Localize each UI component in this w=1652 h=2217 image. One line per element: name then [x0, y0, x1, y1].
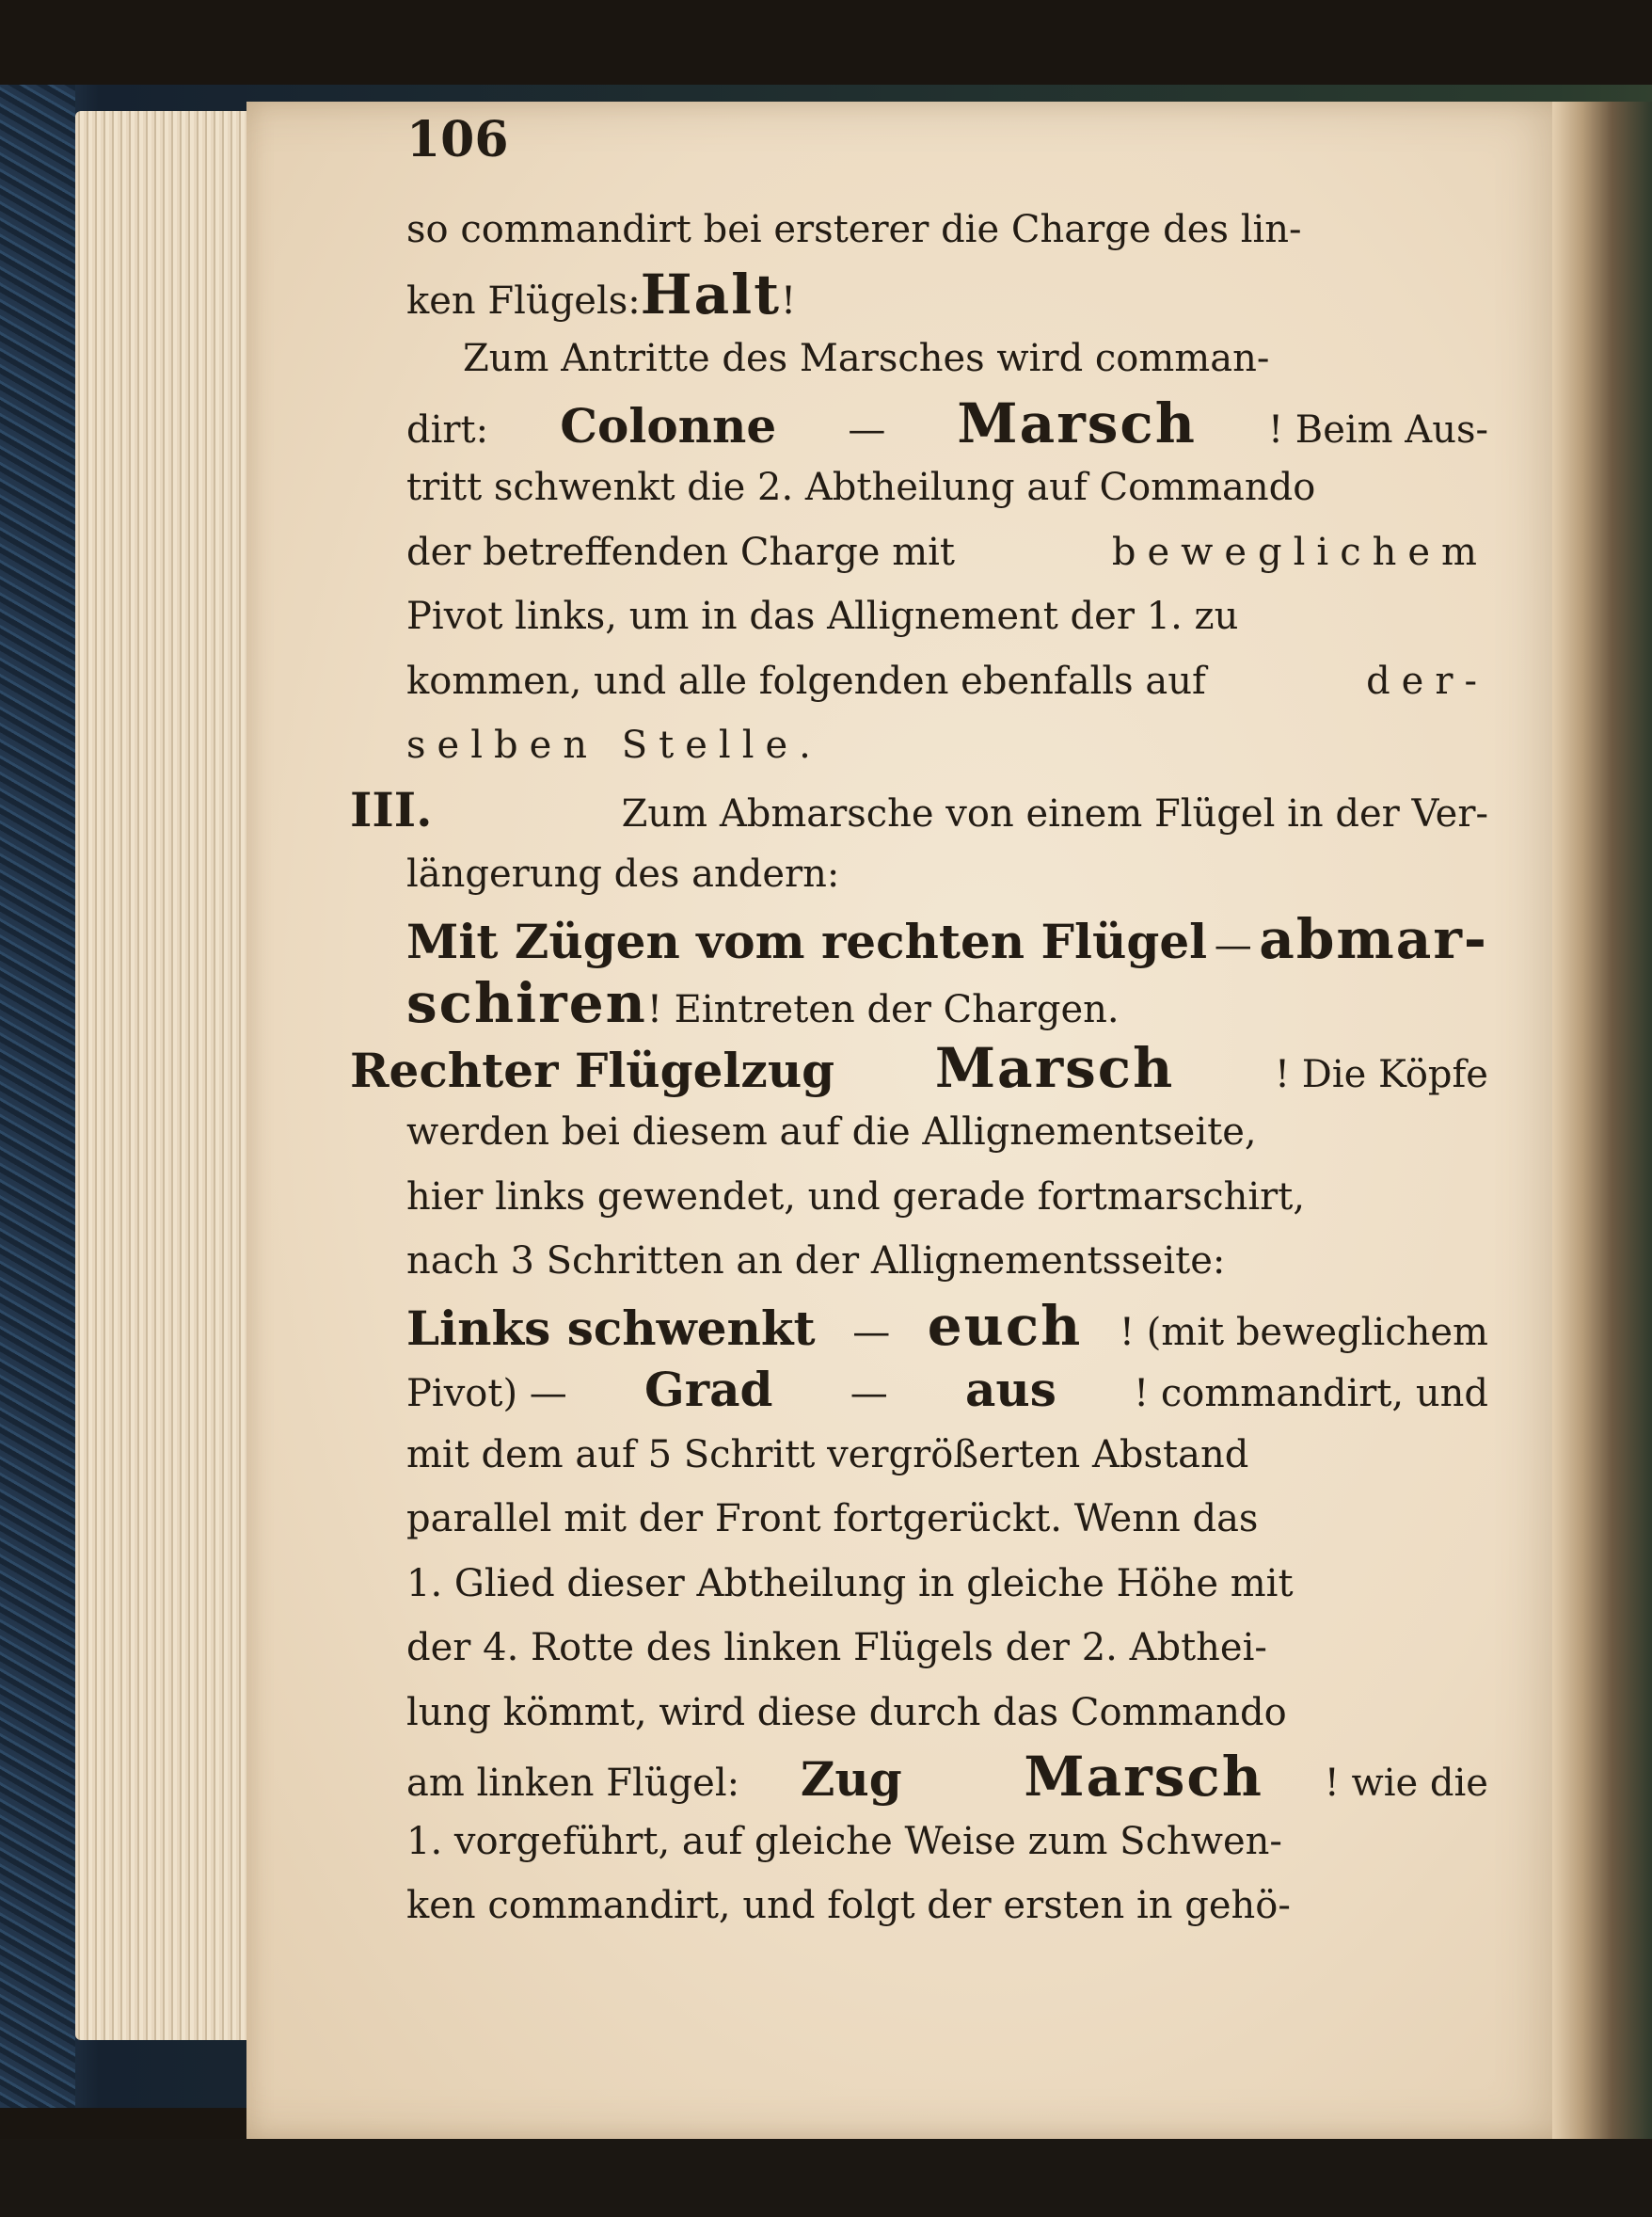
text-line: Pivot) — Grad — aus ! commandirt, und — [406, 1358, 1488, 1423]
bottom-shadow — [0, 2139, 1652, 2217]
command-word: Mit Zügen vom rechten Flügel — [406, 913, 1208, 969]
command-word: Colonne — [560, 397, 777, 454]
text-line: selben Stelle . — [406, 713, 1488, 778]
text-line: 1. vorgeführt, auf gleiche Weise zum Schwen- — [406, 1819, 1282, 1863]
cover-edge-texture — [0, 85, 75, 2108]
text-line: Rechter Flügelzug Marsch ! Die Köpfe — [350, 1036, 1488, 1101]
emphasized-word: beweglichem — [1111, 530, 1488, 574]
text-line: mit dem auf 5 Schritt vergrößerten Abstand — [406, 1432, 1249, 1476]
text-line: Pivot links, um in das Allignement der 1. zu — [406, 595, 1239, 638]
text-line: schiren ! Eintreten der Chargen. — [406, 971, 1120, 1035]
text-line: so commandirt bei ersterer die Charge des lin- — [406, 208, 1302, 251]
command-word: Marsch — [934, 1035, 1175, 1100]
text-line: Links schwenkt — euch ! (mit beweglichem — [406, 1294, 1488, 1359]
page-stack-edge — [75, 111, 263, 2040]
text-line: Mit Zügen vom rechten Flügel — abmar- — [406, 907, 1488, 972]
emphasized-word: der- — [1366, 659, 1488, 703]
text-line: ken commandirt, und folgt der ersten in gehö- — [406, 1884, 1291, 1927]
text-line: parallel mit der Front fortgerückt. Wenn das — [406, 1497, 1259, 1540]
text-line: kommen, und alle folgenden ebenfalls auf der- — [406, 649, 1488, 714]
command-word: aus — [964, 1362, 1056, 1417]
page-body-text — [350, 198, 1488, 1938]
text-line: der 4. Rotte des linken Flügels der 2. Abthei- — [406, 1626, 1267, 1669]
command-word: abmar- — [1259, 906, 1488, 971]
command-word: Grad — [644, 1362, 773, 1417]
text-line: Zum Antritte des Marsches wird comman- — [463, 337, 1270, 380]
text-line: 1. Glied dieser Abtheilung in gleiche Höhe mit — [406, 1561, 1294, 1605]
text-line: der betreffenden Charge mit beweglichem — [406, 520, 1488, 585]
text-line: dirt: Colonne — Marsch ! Beim Aus- — [406, 391, 1488, 456]
page-number: 106 — [406, 111, 509, 168]
command-word: Marsch — [957, 391, 1197, 455]
command-word: schiren — [406, 971, 647, 1035]
command-word: Marsch — [1024, 1745, 1263, 1809]
command-word: Links schwenkt — [406, 1300, 816, 1356]
command-word: Zug — [800, 1751, 902, 1807]
section-numeral: III. — [350, 781, 433, 837]
text-line: am linken Flügel: Zug Marsch ! wie die — [406, 1745, 1488, 1810]
book-gutter — [1552, 102, 1652, 2139]
text-line: ken Flügels: Halt ! — [406, 262, 797, 327]
text-line: lung kömmt, wird diese durch das Commando — [406, 1690, 1287, 1734]
text-line: tritt schwenkt die 2. Abtheilung auf Commando — [406, 466, 1316, 509]
command-word: euch — [927, 1293, 1083, 1358]
text-line: III. Zum Abmarsche von einem Flügel in der Ver- — [350, 778, 1488, 843]
text-line: werden bei diesem auf die Allignementseite, — [406, 1110, 1257, 1154]
text-line: längerung des andern: — [406, 853, 840, 896]
command-word: Rechter Flügelzug — [350, 1042, 835, 1098]
text-line: hier links gewendet, und gerade fortmarschirt, — [406, 1174, 1306, 1219]
emphasized-word: selben Stelle — [406, 724, 800, 767]
text-line: nach 3 Schritten an der Allignementsseite: — [406, 1239, 1226, 1283]
command-word: Halt — [640, 262, 781, 327]
